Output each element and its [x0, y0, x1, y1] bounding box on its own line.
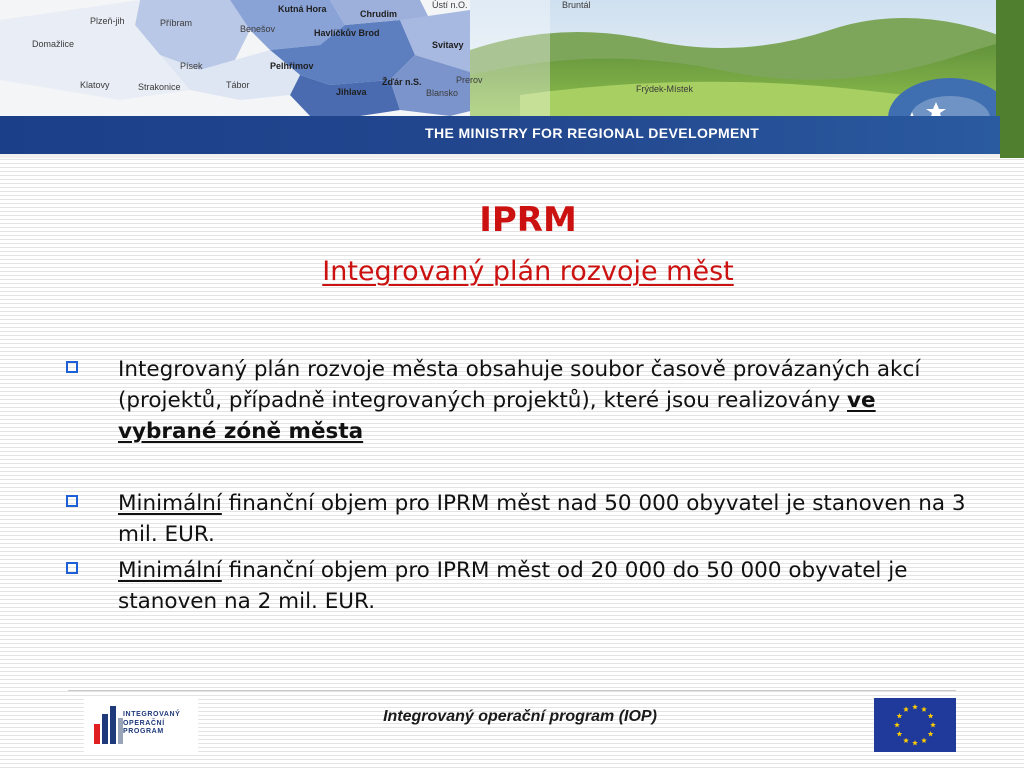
square-bullet-icon: [66, 562, 78, 574]
map-label-chrudim: Chrudim: [360, 9, 397, 19]
eu-star-icon: [921, 738, 927, 743]
square-bullet-icon: [66, 495, 78, 507]
square-bullet-icon: [66, 361, 78, 373]
map-label-usti: Ústí n.O.: [432, 0, 468, 10]
map-label-tabor: Tábor: [226, 80, 250, 90]
map-label-benesov: Benešov: [240, 24, 276, 34]
map-label-bruntal: Bruntál: [562, 0, 591, 10]
map-label-klatovy: Klatovy: [80, 80, 110, 90]
map-label-kutna-hora: Kutná Hora: [278, 4, 327, 14]
map-label-domazlice: Domažlice: [32, 39, 75, 49]
eu-star-icon: [897, 731, 903, 736]
bullet-text-2: Minimální finanční objem pro IPRM měst nad 50 000 obyvatel je stanoven na 3 mil. EUR.: [118, 491, 966, 547]
footer-program-name: Integrovaný operační program (IOP): [383, 708, 657, 725]
bullet-item-2: [66, 488, 966, 550]
slide-subtitle: Integrovaný plán rozvoje měst: [322, 256, 734, 287]
eu-star-icon: [903, 706, 909, 711]
map-label-pisek: Písek: [180, 61, 203, 71]
bullet-text-1: Integrovaný plán rozvoje města obsahuje soubor časově provázaných akcí (projektů, případně integrovaných projektů), které jsou realizovány ve vybrané zóně města: [118, 357, 921, 444]
map-label-frydek: Frýdek-Místek: [636, 84, 694, 94]
minimum-emphasis: Minimální: [118, 491, 222, 516]
minimum-emphasis: Minimální: [118, 558, 222, 583]
eu-star-icon: [897, 713, 903, 718]
map-label-blansko: Blansko: [426, 88, 459, 98]
header-banner: [0, 0, 1024, 158]
eu-star-icon: [894, 722, 900, 727]
eu-star-icon: [921, 706, 927, 711]
eu-star-icon: [912, 704, 918, 709]
map-label-havlickuv-brod: Havlíčkův Brod: [314, 28, 380, 38]
bullet-item-3: [66, 555, 966, 617]
map-label-plzen-jih: Plzeň-jih: [90, 16, 125, 26]
map-label-pelhrimov: Pelhřimov: [270, 61, 314, 71]
eu-star-icon: [928, 731, 934, 736]
bullet-item-1: [66, 354, 966, 447]
eu-star-icon: [903, 738, 909, 743]
eu-star-icon: [928, 713, 934, 718]
map-label-svitavy: Svitavy: [432, 40, 464, 50]
footer-divider: [68, 690, 956, 691]
eu-star-icon: [930, 722, 936, 727]
slide-title: IPRM: [479, 200, 577, 240]
map-label-prerov: Prerov: [456, 75, 483, 85]
map-label-jihlava: Jihlava: [336, 87, 367, 97]
ministry-title: THE MINISTRY FOR REGIONAL DEVELOPMENT: [425, 125, 760, 141]
map-label-strakonice: Strakonice: [138, 82, 181, 92]
bullet-text-3: Minimální finanční objem pro IPRM měst od 20 000 do 50 000 obyvatel je stanoven na 2 mil. EUR.: [118, 558, 908, 614]
zone-emphasis: ve vybrané zóně města: [118, 388, 876, 444]
map-label-pribram: Příbram: [160, 18, 193, 28]
eu-star-icon: [912, 740, 918, 745]
eu-flag-icon: [874, 698, 956, 752]
iop-logo-text: INTEGROVANÝ OPERAČNÍ PROGRAM: [123, 711, 181, 735]
eu-stars: [874, 698, 956, 752]
map-label-zdar: Žďár n.S.: [382, 77, 422, 87]
